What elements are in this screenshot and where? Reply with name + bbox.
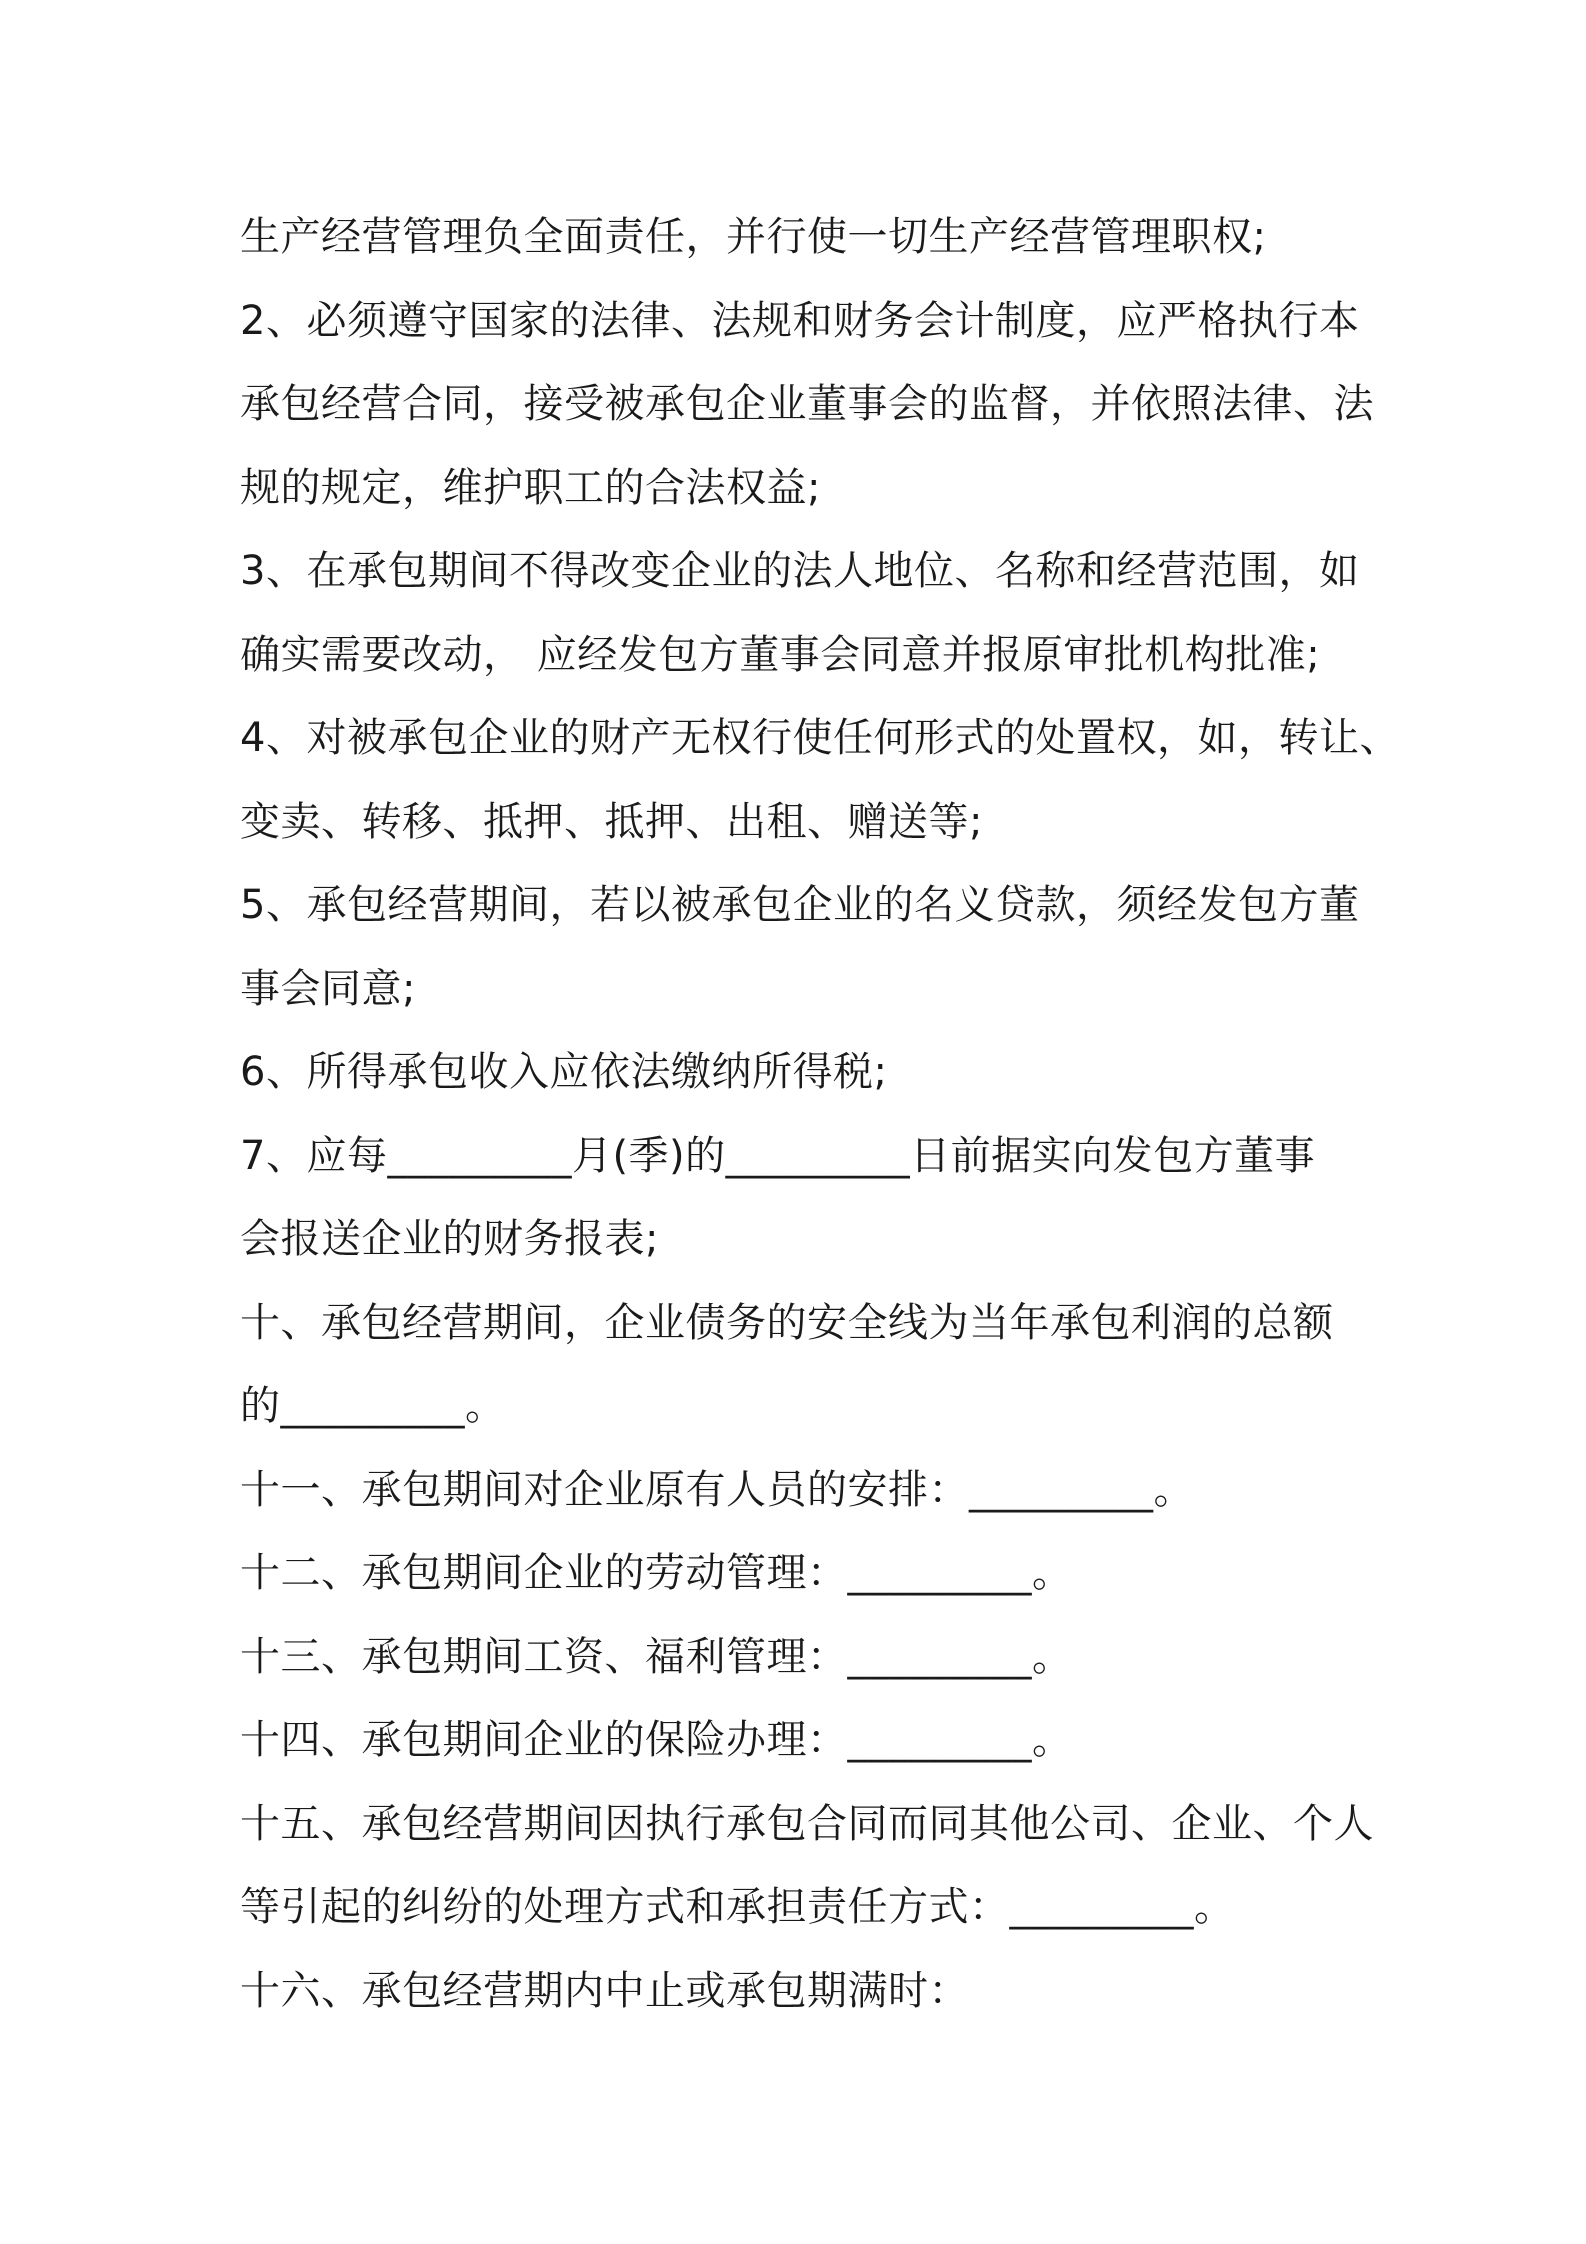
- text-line: 十、承包经营期间，企业债务的安全线为当年承包利润的总额: [240, 1299, 1334, 1346]
- text-line: 十二、承包期间企业的劳动管理：_________。: [240, 1550, 1073, 1596]
- text-line: 会报送企业的财务报表;: [240, 1216, 659, 1262]
- text-line: 十五、承包经营期间因执行承包合同而同其他公司、企业、个人: [240, 1800, 1374, 1847]
- text-line: 5、承包经营期间，若以被承包企业的名义贷款，须经发包方董: [240, 882, 1360, 928]
- text-line: 十一、承包期间对企业原有人员的安排：_________。: [240, 1466, 1194, 1513]
- text-line: 7、应每_________月(季)的_________日前据实向发包方董事: [240, 1132, 1316, 1179]
- text-line: 3、在承包期间不得改变企业的法人地位、名称和经营范围，如: [240, 548, 1360, 594]
- text-line: 十六、承包经营期内中止或承包期满时：: [240, 1967, 969, 2014]
- text-line: 规的规定，维护职工的合法权益;: [240, 464, 821, 511]
- text-line: 变卖、转移、抵押、抵押、出租、赠送等;: [240, 798, 983, 845]
- text-line: 确实需要改动， 应经发包方董事会同意并报原审批机构批准;: [240, 631, 1321, 678]
- text-line: 等引起的纠纷的处理方式和承担责任方式：_________。: [240, 1884, 1235, 1930]
- text-line: 的_________。: [240, 1383, 506, 1429]
- text-line: 事会同意;: [240, 965, 416, 1012]
- text-line: 4、对被承包企业的财产无权行使任何形式的处置权，如，转让、: [240, 715, 1400, 761]
- text-line: 2、必须遵守国家的法律、法规和财务会计制度，应严格执行本: [240, 297, 1360, 344]
- text-line: 生产经营管理负全面责任，并行使一切生产经营管理职权;: [240, 214, 1267, 260]
- text-line: 6、所得承包收入应依法缴纳所得税;: [240, 1049, 888, 1095]
- text-line: 十四、承包期间企业的保险办理：_________。: [240, 1717, 1073, 1763]
- text-line: 承包经营合同，接受被承包企业董事会的监督，并依照法律、法: [240, 381, 1374, 427]
- contract-text-body: [240, 196, 1400, 2033]
- text-line: 十三、承包期间工资、福利管理：_________。: [240, 1633, 1073, 1680]
